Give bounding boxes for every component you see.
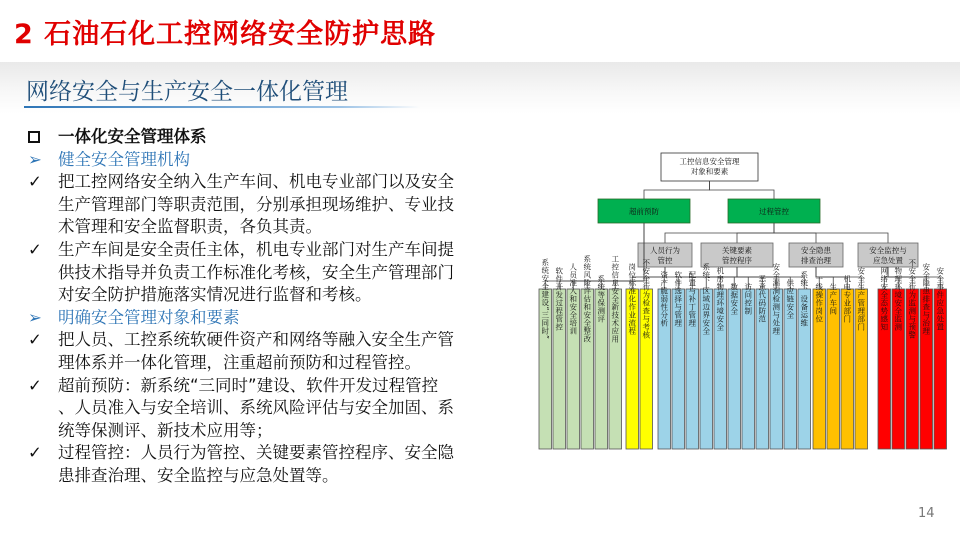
leaf-node-label: 系统安全建设“三同时” (540, 258, 550, 340)
paragraph-line: 理体系并一体化管理，注重超前预防和过程管控。 (58, 352, 421, 372)
arrow-bullet-icon: ➢ (28, 307, 42, 327)
leaf-node-label: 物理环境安全监测 (893, 267, 903, 331)
leaf-node-label: 安全漏洞检测与处理 (771, 263, 781, 335)
leaf-node-label: 生产车间 (828, 283, 838, 315)
leaf-node-label: 访问控制 (743, 283, 753, 315)
connector-line (601, 223, 644, 289)
leaf-node-label: 岗位标准化作业流程 (627, 263, 637, 335)
leaf-node-label: 安全隐患排查与治理 (921, 263, 931, 335)
connector-line (644, 181, 710, 199)
level2-node-label: 应急处置 (873, 256, 903, 265)
paragraph-line: 过程管控：人员行为管控、关键要素管控程序、安全隐 (58, 443, 454, 463)
root-node-label: 工控信息安全管理 (679, 157, 740, 166)
connector-line (710, 181, 775, 199)
leaf-node-label: 恶意代码防范 (757, 275, 767, 323)
leaf-node-label: 软件开发过程管控 (554, 267, 564, 331)
leaf-node-label: 软件选择与管理 (673, 271, 683, 327)
paragraph-line: 术管理和安全监督职责，各负其责。 (58, 217, 322, 237)
level2-node-label: 关键要素 (722, 246, 752, 255)
paragraph-line: 一体化安全管理体系 (58, 127, 207, 146)
leaf-node-label: 系统、设备运维 (799, 271, 809, 327)
connector-line (774, 223, 888, 243)
leaf-node-label: 不安全行为检查与考核 (641, 259, 651, 339)
check-bullet-icon: ✓ (28, 172, 42, 192)
paragraph-line: 生产车间是安全责任主体，机电专业部门对生产车间提 (58, 239, 454, 259)
leaf-node-label: 系统、区域边界安全 (701, 263, 711, 335)
level2-node-label: 安全监控与 (869, 246, 907, 255)
level2-node-label: 排查治理 (801, 256, 831, 265)
level2-node-label: 安全隐患 (801, 246, 831, 255)
check-bullet-icon: ✓ (28, 330, 42, 350)
paragraph-line: 供技术指导并负责工作标准化考核，安全生产管理部门 (58, 262, 454, 282)
leaf-node-label: 工控信息安全新技术应用 (610, 255, 620, 343)
leaf-node-label: 机电专业部门 (842, 275, 852, 323)
level1-node-label: 过程管控 (759, 207, 789, 216)
paragraph-line: 明确安全管理对象和要素 (58, 307, 240, 327)
level2-node-label: 管控 (657, 256, 673, 265)
leaf-node-label: 网络安全态势感知 (879, 267, 889, 331)
check-bullet-icon: ✓ (28, 239, 42, 259)
check-bullet-icon: ✓ (28, 375, 42, 395)
leaf-node-label: 系统等保测评 (596, 275, 606, 323)
level2-node-label: 管控程序 (722, 256, 752, 265)
connector-line (737, 223, 774, 243)
leaf-node-label: 资产脆弱性分析 (659, 271, 669, 327)
leaf-node-label: 机房物理环境安全 (715, 267, 725, 331)
arrow-bullet-icon: ➢ (28, 149, 42, 169)
leaf-node-label: 不安全行为监测与预警 (907, 259, 917, 339)
paragraph-line: 把工控网络安全纳入生产车间、机电专业部门以及安全 (58, 172, 454, 192)
leaf-node-label: 安全事件应急处置 (935, 267, 945, 331)
leaf-node-label: 安全生产管理部门 (856, 267, 866, 331)
check-bullet-icon: ✓ (28, 443, 42, 463)
slide-subtitle: 网络安全与生产安全一体化管理 (26, 79, 348, 105)
level2-node-label: 人员行为 (650, 246, 680, 255)
level1-node-label: 超前预防 (629, 207, 659, 216)
paragraph-line: 患排查治理、安全监控与应急处置等。 (58, 465, 339, 485)
leaf-node-label: 数据安全 (729, 283, 739, 315)
paragraph-line: 健全安全管理机构 (58, 149, 190, 169)
leaf-node-label: 配置与补丁管理 (687, 271, 697, 327)
paragraph-line: 超前预防：新系统“三同时”建设、软件开发过程管控 (58, 375, 439, 395)
paragraph-line: 统等保测评、新技术应用等； (58, 420, 273, 440)
root-node-label: 对象和要素 (690, 167, 729, 176)
paragraph-line: 对安全防护措施落实情况进行监督和考核。 (58, 285, 372, 305)
leaf-node-label: 供应链安全 (785, 279, 795, 319)
paragraph-line: 生产管理部门等职责范围，分别承担现场维护、专业技 (58, 194, 454, 214)
leaf-node-label: 一线操作岗位 (814, 275, 824, 323)
slide-title: 2 石油石化工控网络安全防护思路 (14, 19, 437, 50)
leaf-node-label: 系统风险评估和安全整改 (582, 255, 592, 343)
leaf-node-label: 人员准入和安全培训 (568, 263, 578, 335)
page-number: 14 (918, 506, 935, 521)
paragraph-line: 把人员、工控系统软硬件资产和网络等融入安全生产管 (58, 330, 454, 350)
paragraph-line: 、人员准入与安全培训、系统风险评估与安全加固、系 (58, 398, 454, 418)
